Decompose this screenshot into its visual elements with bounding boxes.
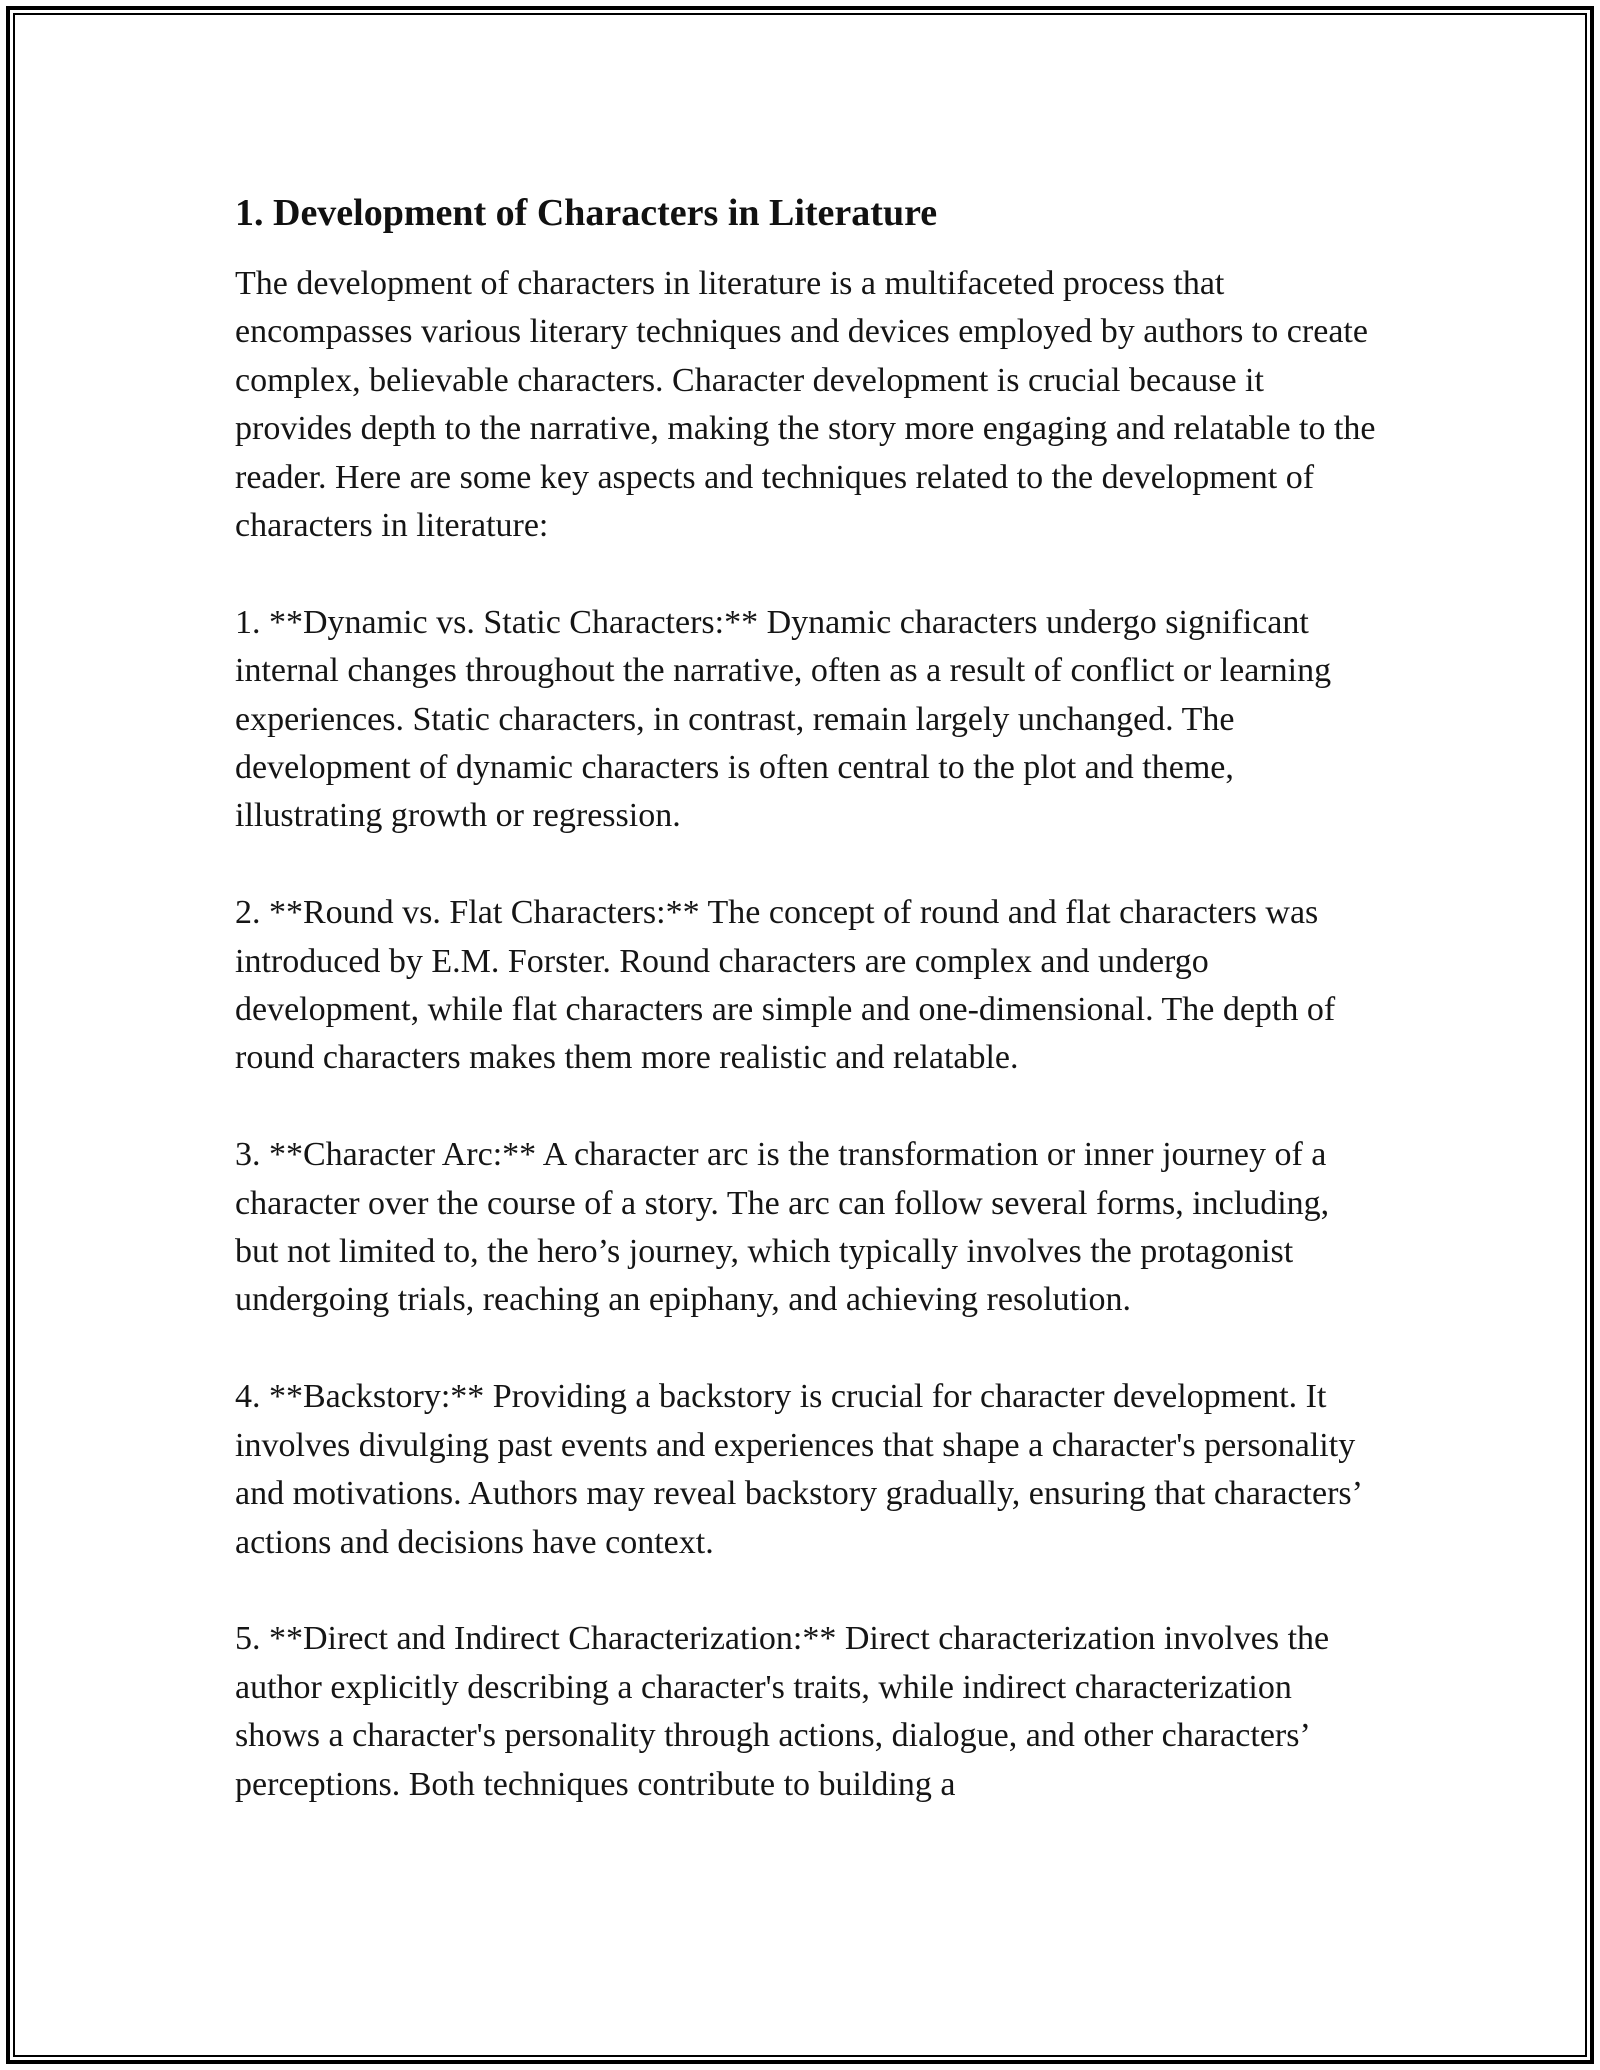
paragraph-backstory: 4. **Backstory:** Providing a backstory is crucial for character development. It involves divulging past events and experiences that shape a character's personality and motivations. Authors may reveal backstory gradually, ensuring that characters’ actions and decisions have context. bbox=[235, 1378, 1361, 1561]
paragraph-dynamic-vs-static: 1. **Dynamic vs. Static Characters:** Dynamic characters undergo significant internal changes throughout the narrative, often as a result of conflict or learning experiences. Static characters, in contrast, remain largely unchanged. The development of dynamic characters is often central to the plot and theme, illustrating growth or regression. bbox=[235, 603, 1332, 835]
paragraph-round-vs-flat: 2. **Round vs. Flat Characters:** The concept of round and flat characters was introduced by E.M. Forster. Round characters are complex and undergo development, while flat characters are simple and one-dimensional. The depth of round characters makes them more realistic and relatable. bbox=[235, 894, 1336, 1077]
paragraph-characterization: 5. **Direct and Indirect Characterization:** Direct characterization involves the author explicitly describing a character's traits, while indirect characterization shows a character's personality through actions, dialogue, and other characters’ perceptions. Both techniques contribute to building a bbox=[235, 1620, 1330, 1803]
paragraph-character-arc: 3. **Character Arc:** A character arc is the transformation or inner journey of a character over the course of a story. The arc can follow several forms, including, but not limited to, the hero’s journey, which typically involves the protagonist undergoing trials, reaching an epiphany, and achieving resolution. bbox=[235, 1136, 1330, 1319]
document-body bbox=[235, 186, 1380, 1809]
section-heading: 1. Development of Characters in Literature bbox=[235, 192, 938, 234]
intro-paragraph: The development of characters in literature is a multifaceted process that encompasses various literary techniques and devices employed by authors to create complex, believable characters. Character development is crucial because it provides depth to the narrative, making the story more engaging and relatable to the reader. Here are some key aspects and techniques related to the development of characters in literature: bbox=[235, 265, 1376, 545]
